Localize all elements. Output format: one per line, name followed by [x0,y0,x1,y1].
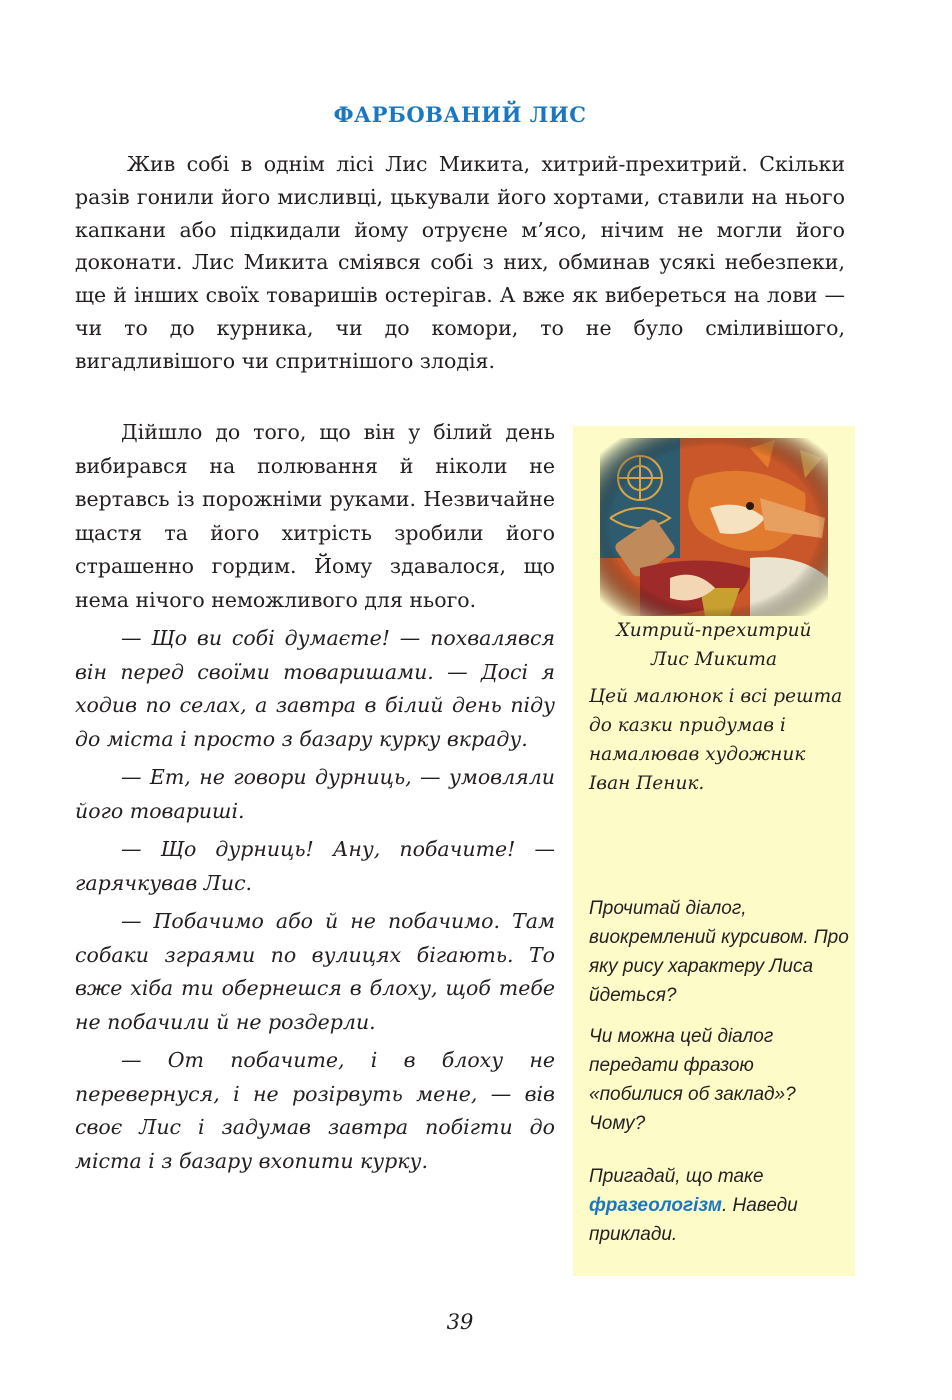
questions-block [589,894,851,1261]
lead-paragraph: Жив собі в однім лісі Лис Микита, хитрий-прехитрий. Скільки разів гонили його мисливці, цькували його хортами, ставили на нього капкани або підкидали йому отруєне м’ясо, нічим не могли його доконати. Лис Микита сміявся собі з них, обминав усякі небезпеки, ще й інших своїх товаришів остерігав. А вже як вибереться на лови — чи то до курника, чи до комори, то не було сміливішого, вигадливішого чи спритнішого злодія. [75,152,845,373]
dialogue-paragraph: — Що дурниць! Ану, побачите! — гарячкував Лис. [75,837,555,895]
question-text: Чи можна цей діалог передати фразою «побилися об заклад»? Чому? [589,1026,796,1134]
page-number: 39 [446,1310,474,1334]
question-text: Прочитай діалог, виокремлений курсивом. Про яку рису характеру Лиса йдеться? [589,898,849,1006]
question-part: . Наведи приклади. [589,1195,798,1245]
question-text [589,1162,851,1249]
dialogue-paragraph: — От побачите, і в блоху не перевернуся, і не розірвуть мене, — вів своє Лис і задумав завтра побігти до міста і з базару вхопити курку. [75,1048,555,1173]
story-title: ФАРБОВАНИЙ ЛИС [333,102,587,127]
caption-line: Хитрий-прехитрий [616,620,812,641]
illustration-caption [573,616,855,674]
caption-line: Лис Микита [651,649,777,670]
dialogue-paragraph: — Побачимо або й не побачимо. Там собаки зграями по вулицях бігають. То вже хіба ти обернешся в блоху, щоб тебе не побачили й не роздерли. [75,909,555,1034]
term-highlight: фразеологізм [589,1195,722,1216]
fox-illustration [600,438,828,616]
dialogue-paragraph: — Що ви собі думаєте! — похвалявся він перед своїми товаришами. — Досі я ходив по селах, а завтра в білий день піду до міста і просто з базару курку вкраду. [75,626,555,751]
lead-paragraph-block [75,148,845,378]
body-paragraph: Дійшло до того, що він у білий день вибирався на полювання й ніколи не вертавсь із порожніми руками. Незвичайне щастя та його хитрість зробили його страшенно гордим. Йому здавалося, що нема нічого неможливого для нього. [75,420,555,612]
story-body-column [75,416,555,1183]
dialogue-paragraph: — Ет, не говори дурниць, — умовляли його товариші. [75,765,555,823]
illustrator-credit: Цей малюнок і всі решта до казки придумав і намалював художник Іван Пеник. [589,686,843,794]
question-part: Пригадай, що таке [589,1166,764,1187]
sidebar-panel [573,426,855,1276]
